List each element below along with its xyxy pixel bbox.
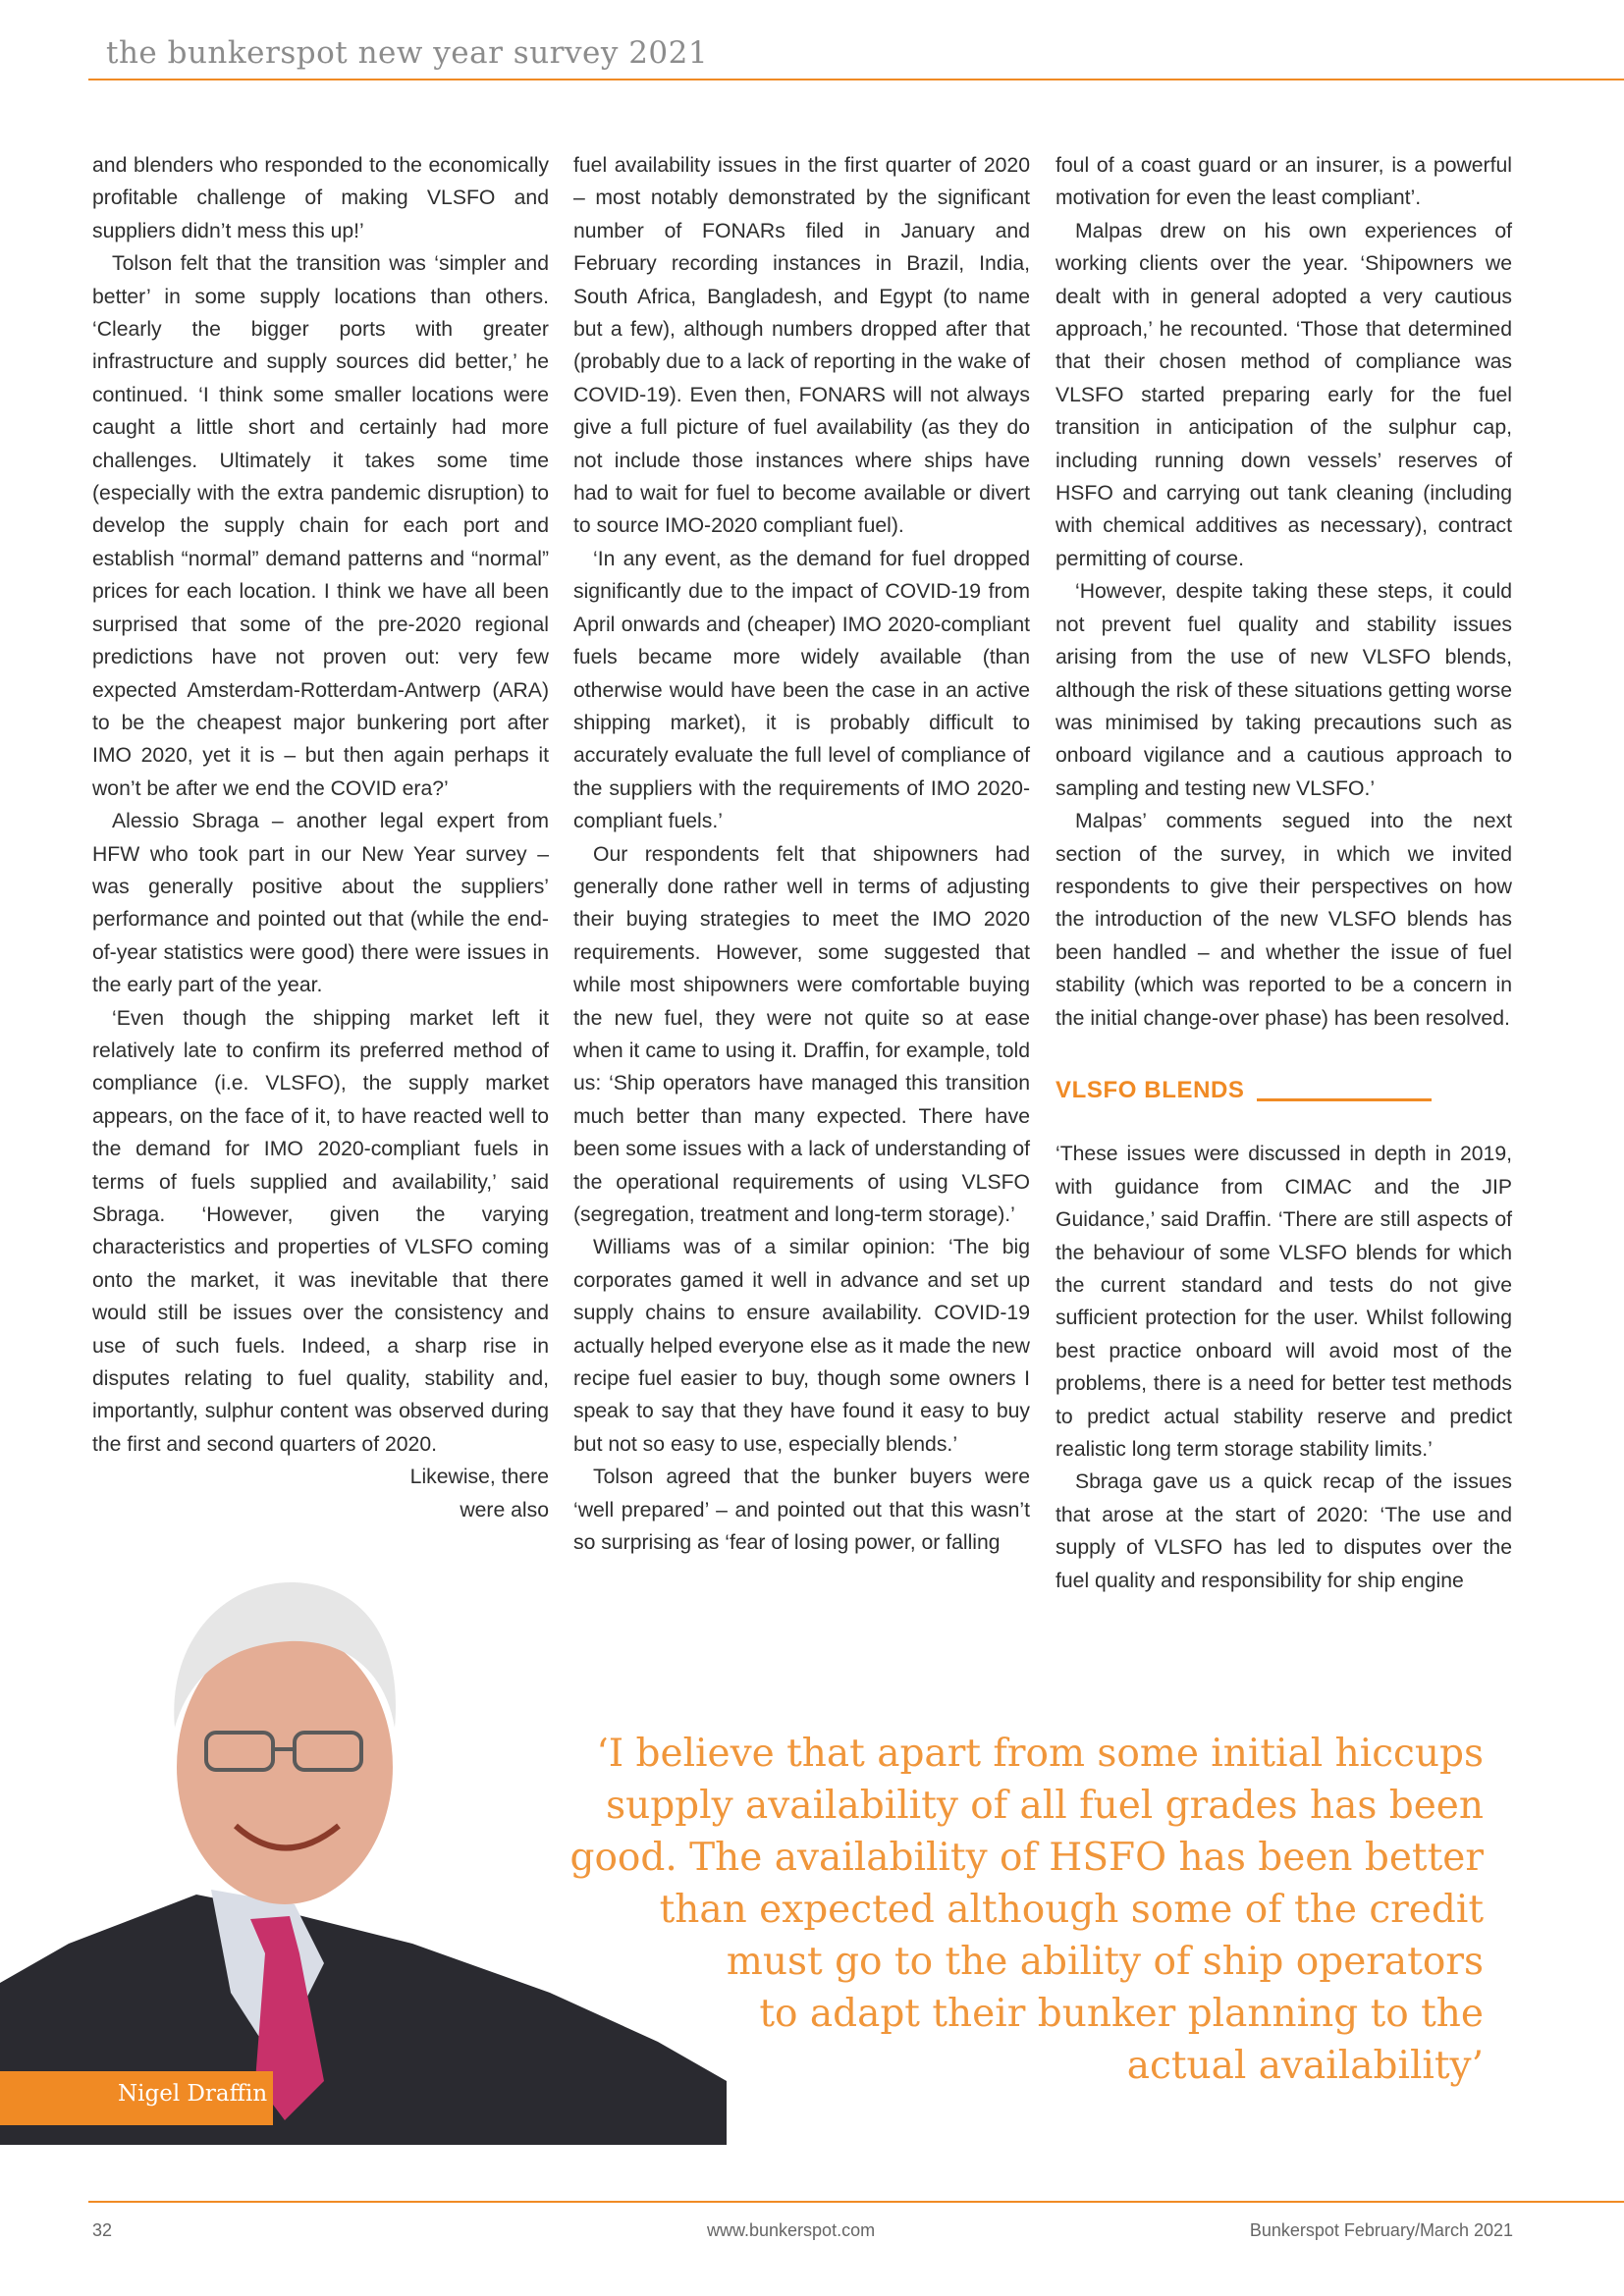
section-heading-text: VLSFO BLENDS [1056,1076,1245,1103]
paragraph: Williams was of a similar opinion: ‘The big corporates gamed it well in advance and set up supply chains to ensure availability. COVID-19 actually helped everyone else as it made the new recipe fuel easier to buy, though some owners I speak to say that they have found it easy to buy but not so easy to use, especially blends.’ [573,1236,1030,1456]
column-1 [92,149,549,1526]
header-rule [88,79,1624,80]
column-3 [1056,149,1512,1597]
pull-quote-line: actual availability’ [1126,2044,1484,2088]
paragraph: ‘However, despite taking these steps, it could not prevent fuel quality and stability issues arising from the use of new VLSFO blends, although the risk of these situations getting worse was minimised by taking precautions such as onboard vigilance and a cautious approach to sampling and testing new VLSFO.’ [1056,580,1512,800]
paragraph: Alessio Sbraga – another legal expert from HFW who took part in our New Year survey – was generally positive about the suppliers’ performance and pointed out that (while the end-of-year statistics were good) there were issues in the early part of the year. [92,810,549,997]
footer-rule [88,2201,1624,2203]
heading-underline [1257,1098,1432,1101]
pull-quote-line: good. The availability of HSFO has been better [569,1836,1484,1880]
paragraph: fuel availability issues in the first quarter of 2020 – most notably demonstrated by the significant number of FONARs filed in January and February recording instances in Brazil, India, South Africa, Bangladesh, and Egypt (to name but a few), although numbers dropped after that (probably due to a lack of reporting in the wake of COVID-19). Even then, FONARS will not always give a full picture of fuel availability (as they do not include those instances where ships have had to wait for fuel to become available or divert to source IMO-2020 compliant fuel). [573,154,1030,538]
paragraph: Our respondents felt that shipowners had generally done rather well in terms of adjusting their buying strategies to meet the IMO 2020 requirements. However, some suggested that while most shipowners were comfortable buying the new fuel, they were not quite so at ease when it came to using it. Draffin, for example, told us: ‘Ship operators have managed this transition much better than many expected. There have been some issues with a lack of understanding of the operational requirements of using VLSFO (segregation, treatment and long-term storage).’ [573,842,1030,1226]
paragraph: ‘In any event, as the demand for fuel dropped significantly due to the impact of COVID-19 from April onwards and (cheaper) IMO 2020-compliant fuels became more widely available (than otherwise would have been the case in an active shipping market), it is probably difficult to accurately evaluate the full level of compliance of the suppliers with the requirements of IMO 2020-compliant fuels.’ [573,547,1030,833]
pull-quote-line: supply availability of all fuel grades has been [606,1784,1484,1828]
paragraph: Tolson agreed that the bunker buyers were ‘well prepared’ – and pointed out that this wasn’t so surprising as ‘fear of losing power, or falling [573,1466,1030,1555]
page-number: 32 [92,2220,113,2240]
running-header: the bunkerspot new year survey 2021 [106,35,709,71]
footer-issue: Bunkerspot February/March 2021 [1249,2220,1513,2240]
paragraph: foul of a coast guard or an insurer, is a powerful motivation for even the least compliant’. [1056,154,1512,210]
pull-quote-line: to adapt their bunker planning to the [759,1992,1484,2036]
column-2 [573,149,1030,1559]
pull-quote-line: than expected although some of the credit [659,1888,1484,1932]
footer-url[interactable]: www.bunkerspot.com [707,2220,876,2240]
paragraph: ‘Even though the shipping market left it relatively late to confirm its preferred method of compliance (i.e. VLSFO), the supply market appears, on the face of it, to have reacted well to the demand for IMO 2020-compliant fuels in terms of fuels supplied and availability,’ said Sbraga. ‘However, given the varying characteristics and properties of VLSFO coming onto the market, it was inevitable that there would still be issues over the consistency and use of such fuels. Indeed, a sharp rise in disputes relating to fuel quality, stability and, importantly, sulphur content was observed during the first and second quarters of 2020. [92,1006,549,1456]
paragraph: Malpas’ comments segued into the next section of the survey, in which we invited respondents to give their perspectives on how the introduction of the new VLSFO blends has been handled – and whether the issue of fuel stability (which was reported to be a concern in the initial change-over phase) has been resolved. [1056,810,1512,1030]
pull-quote [521,1728,1484,2092]
paragraph: and blenders who responded to the economically profitable challenge of making VLSFO and suppliers didn’t mess this up!’ [92,154,549,242]
paragraph-tail: Likewise, there [409,1466,549,1489]
paragraph: Tolson felt that the transition was ‘simpler and better’ in some supply locations than others. ‘Clearly the bigger ports with greater infrastructure and supply sources did better,’ he continued. ‘I think some smaller locations were caught a little short and certainly had more challenges. Ultimately it takes some time (especially with the extra pandemic disruption) to develop the supply chain for each port and establish “normal” demand patterns and “normal” prices for each location. I think we have all been surprised that some of the pre-2020 regional predictions have not proven out: very few expected Amsterdam-Rotterdam-Antwerp (ARA) to be the cheapest major bunkering port after IMO 2020, yet it is – but then again perhaps it won’t be after we end the COVID era?’ [92,252,549,800]
pull-quote-line: must go to the ability of ship operators [726,1940,1484,1984]
paragraph-tail: were also [460,1498,549,1522]
paragraph: ‘These issues were discussed in depth in 2019, with guidance from CIMAC and the JIP Guidance,’ said Draffin. ‘There are still aspects of the behaviour of some VLSFO blends for which the current standard and tests do not give sufficient protection for the user. Whilst following best practice onboard will avoid most of the problems, there is a need for better test methods to predict actual stability reserve and predict realistic long term storage stability limits.’ [1056,1143,1512,1462]
photo-caption: Nigel Draffin [118,2081,268,2107]
paragraph: Sbraga gave us a quick recap of the issues that arose at the start of 2020: ‘The use and supply of VLSFO has led to disputes over the fuel quality and responsibility for ship engine [1056,1470,1512,1592]
section-heading [1056,1074,1512,1106]
pull-quote-line: ‘I believe that apart from some initial hiccups [596,1732,1484,1776]
paragraph: Malpas drew on his own experiences of working clients over the year. ‘Shipowners we dealt with in general adopted a very cautious approach,’ he recounted. ‘Those that determined that their chosen method of compliance was VLSFO started preparing early for the fuel transition in anticipation of the sulphur cap, including running down vessels’ reserves of HSFO and carrying out tank cleaning (including with chemical additives as necessary), contract permitting of course. [1056,219,1512,570]
